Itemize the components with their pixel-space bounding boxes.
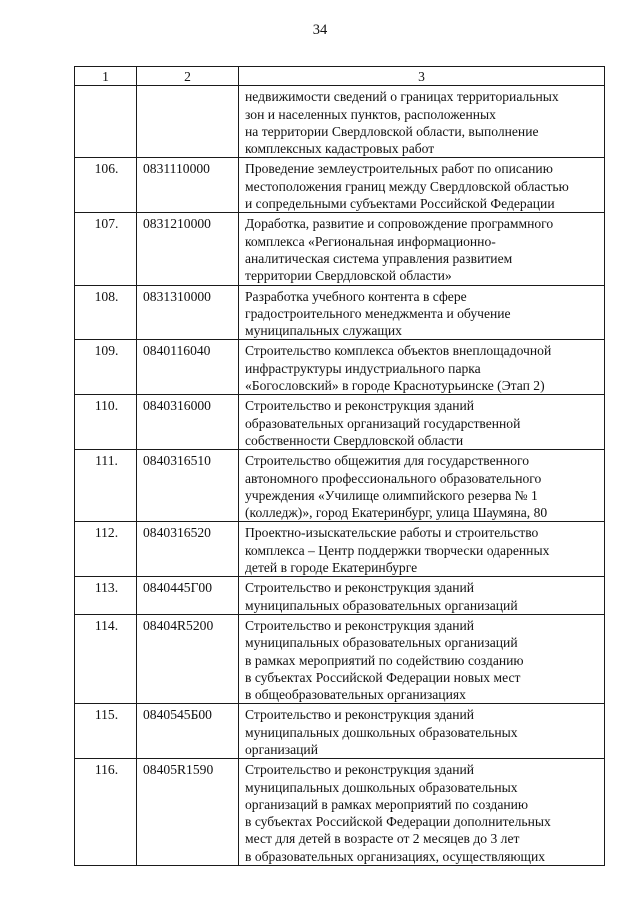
description-line: и сопредельными субъектами Российской Федерации: [245, 196, 555, 212]
target-article-code: 0840445Г00: [137, 577, 239, 615]
row-number: 114.: [75, 614, 137, 703]
description-line: Строительство и реконструкция зданий: [245, 398, 475, 414]
description-cell: [239, 340, 605, 395]
table-header-row: [75, 67, 605, 86]
row-number: 107.: [75, 213, 137, 285]
description-line: образовательных организаций государственной: [245, 415, 521, 431]
description-cell: [239, 450, 605, 522]
description-line: в рамках мероприятий по содействию созданию: [245, 652, 524, 668]
description-cell: [239, 86, 605, 158]
description-line: Строительство и реконструкция зданий: [245, 580, 475, 596]
row-number: [75, 86, 137, 158]
table-row: [75, 158, 605, 213]
description-cell: [239, 285, 605, 340]
target-article-code: 0840316520: [137, 522, 239, 577]
description-cell: [239, 614, 605, 703]
description-line: Доработка, развитие и сопровождение программного: [245, 216, 554, 232]
description-line: муниципальных дошкольных образовательных: [245, 779, 518, 795]
description-line: в субъектах Российской Федерации новых мест: [245, 669, 521, 685]
description-line: градостроительного менеджмента и обучение: [245, 305, 511, 321]
table-row: [75, 340, 605, 395]
description-line: муниципальных служащих: [245, 323, 402, 339]
description-line: инфраструктуры индустриального парка: [245, 360, 481, 376]
description-line: в субъектах Российской Федерации дополнительных: [245, 814, 551, 830]
description-line: Строительство и реконструкция зданий: [245, 707, 475, 723]
column-header-3: 3: [239, 67, 605, 86]
target-article-code: 0840545Б00: [137, 704, 239, 759]
description-line: местоположения границ между Свердловской областью: [245, 178, 569, 194]
description-line: недвижимости сведений о границах территориальных: [245, 89, 559, 105]
description-line: комплекса «Региональная информационно-: [245, 233, 496, 249]
table-row: [75, 577, 605, 615]
description-line: в образовательных организациях, осуществляющих: [245, 848, 546, 864]
row-number: 113.: [75, 577, 137, 615]
row-number: 110.: [75, 395, 137, 450]
description-line: на территории Свердловской области, выполнение: [245, 123, 539, 139]
description-line: учреждения «Училище олимпийского резерва № 1: [245, 487, 538, 503]
description-line: комплекса – Центр поддержки творчески одаренных: [245, 542, 550, 558]
table-row: [75, 704, 605, 759]
column-header-1: 1: [75, 67, 137, 86]
description-line: Строительство и реконструкция зданий: [245, 617, 475, 633]
description-cell: [239, 577, 605, 615]
row-number: 111.: [75, 450, 137, 522]
row-number: 112.: [75, 522, 137, 577]
description-cell: [239, 704, 605, 759]
row-number: 115.: [75, 704, 137, 759]
target-article-code: 0831210000: [137, 213, 239, 285]
row-number: 106.: [75, 158, 137, 213]
target-article-code: 08405R1590: [137, 759, 239, 866]
description-cell: [239, 759, 605, 866]
description-line: мест для детей в возрасте от 2 месяцев до 3 лет: [245, 831, 520, 847]
table-row: [75, 759, 605, 866]
description-cell: [239, 158, 605, 213]
description-line: Строительство и реконструкция зданий: [245, 762, 475, 778]
description-line: организаций: [245, 741, 318, 757]
description-line: (колледж)», город Екатеринбург, улица Шаумяна, 80: [245, 505, 548, 521]
target-article-code: 0831310000: [137, 285, 239, 340]
page-number: 34: [312, 22, 328, 38]
description-line: Строительство комплекса объектов внеплощадочной: [245, 343, 552, 359]
description-line: собственности Свердловской области: [245, 432, 464, 448]
target-article-code: 0840316000: [137, 395, 239, 450]
description-line: в общеобразовательных организациях: [245, 687, 466, 703]
target-article-code: 08404R5200: [137, 614, 239, 703]
description-line: зон и населенных пунктов, расположенных: [245, 106, 496, 122]
table-row: [75, 450, 605, 522]
description-line: муниципальных образовательных организаций: [245, 635, 518, 651]
target-article-code: 0831110000: [137, 158, 239, 213]
description-cell: [239, 522, 605, 577]
description-line: аналитическая система управления развитием: [245, 250, 513, 266]
description-line: территории Свердловской области»: [245, 268, 452, 284]
target-article-code: 0840316510: [137, 450, 239, 522]
description-line: «Богословский» в городе Краснотурьинске (Этап 2): [245, 378, 545, 394]
description-line: комплексных кадастровых работ: [245, 141, 435, 157]
column-header-2: 2: [137, 67, 239, 86]
target-article-code: 0840116040: [137, 340, 239, 395]
description-line: детей в городе Екатеринбурге: [245, 560, 418, 576]
description-line: Проектно-изыскательские работы и строительство: [245, 525, 539, 541]
row-number: 116.: [75, 759, 137, 866]
target-article-code: [137, 86, 239, 158]
table-row: [75, 522, 605, 577]
table-row: [75, 614, 605, 703]
row-number: 108.: [75, 285, 137, 340]
description-line: организаций в рамках мероприятий по созданию: [245, 796, 529, 812]
description-line: Проведение землеустроительных работ по описанию: [245, 161, 553, 177]
row-number: 109.: [75, 340, 137, 395]
description-line: Разработка учебного контента в сфере: [245, 288, 467, 304]
description-line: муниципальных образовательных организаций: [245, 597, 518, 613]
description-line: Строительство общежития для государственного: [245, 453, 530, 469]
budget-codes-table: [74, 66, 605, 866]
table-row: [75, 395, 605, 450]
description-line: автономного профессионального образовательного: [245, 470, 542, 486]
description-cell: [239, 213, 605, 285]
table-row: [75, 86, 605, 158]
description-line: муниципальных дошкольных образовательных: [245, 724, 518, 740]
table-row: [75, 285, 605, 340]
description-cell: [239, 395, 605, 450]
table-row: [75, 213, 605, 285]
